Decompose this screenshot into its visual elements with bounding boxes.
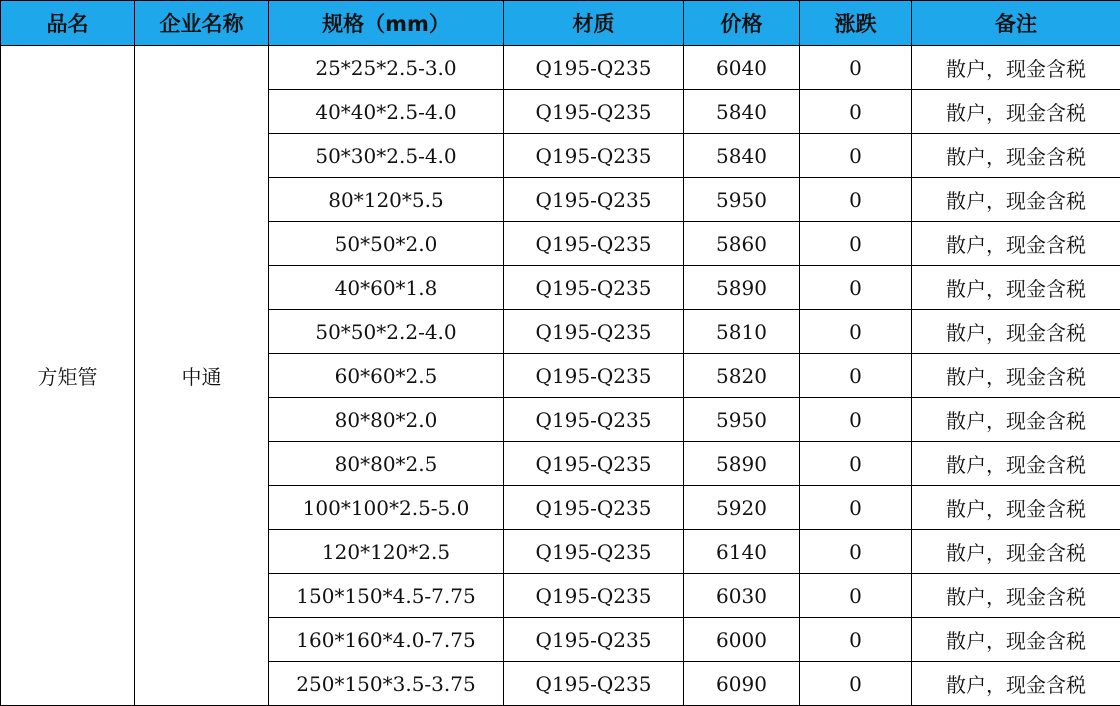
price-cell: 5950 <box>684 398 800 442</box>
note-cell: 散户，现金含税 <box>912 442 1120 486</box>
spec-cell: 80*80*2.5 <box>269 442 504 486</box>
col-header-company: 企业名称 <box>135 1 269 46</box>
material-cell: Q195-Q235 <box>504 662 684 706</box>
price-cell: 5840 <box>684 134 800 178</box>
change-cell: 0 <box>800 90 912 134</box>
spec-cell: 40*40*2.5-4.0 <box>269 90 504 134</box>
material-cell: Q195-Q235 <box>504 618 684 662</box>
header-row <box>1 1 1120 46</box>
material-cell: Q195-Q235 <box>504 222 684 266</box>
material-cell: Q195-Q235 <box>504 46 684 90</box>
change-cell: 0 <box>800 662 912 706</box>
note-cell: 散户，现金含税 <box>912 90 1120 134</box>
change-cell: 0 <box>800 398 912 442</box>
spec-cell: 160*160*4.0-7.75 <box>269 618 504 662</box>
price-cell: 5840 <box>684 90 800 134</box>
table-body <box>1 46 1120 706</box>
col-header-spec: 规格（mm） <box>269 1 504 46</box>
price-cell: 5920 <box>684 486 800 530</box>
spec-cell: 25*25*2.5-3.0 <box>269 46 504 90</box>
note-cell: 散户，现金含税 <box>912 486 1120 530</box>
spec-cell: 50*50*2.0 <box>269 222 504 266</box>
price-cell: 6030 <box>684 574 800 618</box>
change-cell: 0 <box>800 178 912 222</box>
spec-cell: 150*150*4.5-7.75 <box>269 574 504 618</box>
note-cell: 散户，现金含税 <box>912 134 1120 178</box>
material-cell: Q195-Q235 <box>504 266 684 310</box>
price-cell: 5950 <box>684 178 800 222</box>
note-cell: 散户，现金含税 <box>912 530 1120 574</box>
change-cell: 0 <box>800 486 912 530</box>
spec-cell: 100*100*2.5-5.0 <box>269 486 504 530</box>
note-cell: 散户，现金含税 <box>912 310 1120 354</box>
material-cell: Q195-Q235 <box>504 310 684 354</box>
change-cell: 0 <box>800 618 912 662</box>
change-cell: 0 <box>800 134 912 178</box>
material-cell: Q195-Q235 <box>504 486 684 530</box>
change-cell: 0 <box>800 46 912 90</box>
material-cell: Q195-Q235 <box>504 574 684 618</box>
note-cell: 散户，现金含税 <box>912 46 1120 90</box>
spec-cell: 50*50*2.2-4.0 <box>269 310 504 354</box>
change-cell: 0 <box>800 266 912 310</box>
company-name-cell: 中通 <box>135 46 269 706</box>
price-cell: 6040 <box>684 46 800 90</box>
change-cell: 0 <box>800 574 912 618</box>
note-cell: 散户，现金含税 <box>912 178 1120 222</box>
price-cell: 5860 <box>684 222 800 266</box>
product-name-cell: 方矩管 <box>1 46 135 706</box>
note-cell: 散户，现金含税 <box>912 574 1120 618</box>
change-cell: 0 <box>800 442 912 486</box>
change-cell: 0 <box>800 530 912 574</box>
change-cell: 0 <box>800 354 912 398</box>
spec-cell: 120*120*2.5 <box>269 530 504 574</box>
change-cell: 0 <box>800 310 912 354</box>
table-row <box>1 46 1120 90</box>
material-cell: Q195-Q235 <box>504 354 684 398</box>
spec-cell: 250*150*3.5-3.75 <box>269 662 504 706</box>
price-cell: 6000 <box>684 618 800 662</box>
spec-cell: 50*30*2.5-4.0 <box>269 134 504 178</box>
material-cell: Q195-Q235 <box>504 90 684 134</box>
price-cell: 6090 <box>684 662 800 706</box>
col-header-note: 备注 <box>912 1 1120 46</box>
price-cell: 5810 <box>684 310 800 354</box>
material-cell: Q195-Q235 <box>504 530 684 574</box>
note-cell: 散户，现金含税 <box>912 398 1120 442</box>
col-header-material: 材质 <box>504 1 684 46</box>
price-cell: 5820 <box>684 354 800 398</box>
note-cell: 散户，现金含税 <box>912 222 1120 266</box>
spec-cell: 80*120*5.5 <box>269 178 504 222</box>
spec-cell: 80*80*2.0 <box>269 398 504 442</box>
spec-cell: 60*60*2.5 <box>269 354 504 398</box>
change-cell: 0 <box>800 222 912 266</box>
col-header-price: 价格 <box>684 1 800 46</box>
material-cell: Q195-Q235 <box>504 178 684 222</box>
material-cell: Q195-Q235 <box>504 442 684 486</box>
col-header-product: 品名 <box>1 1 135 46</box>
note-cell: 散户，现金含税 <box>912 618 1120 662</box>
note-cell: 散户，现金含税 <box>912 662 1120 706</box>
material-cell: Q195-Q235 <box>504 398 684 442</box>
material-cell: Q195-Q235 <box>504 134 684 178</box>
spec-cell: 40*60*1.8 <box>269 266 504 310</box>
col-header-change: 涨跌 <box>800 1 912 46</box>
price-cell: 5890 <box>684 442 800 486</box>
note-cell: 散户，现金含税 <box>912 266 1120 310</box>
price-cell: 6140 <box>684 530 800 574</box>
note-cell: 散户，现金含税 <box>912 354 1120 398</box>
price-cell: 5890 <box>684 266 800 310</box>
